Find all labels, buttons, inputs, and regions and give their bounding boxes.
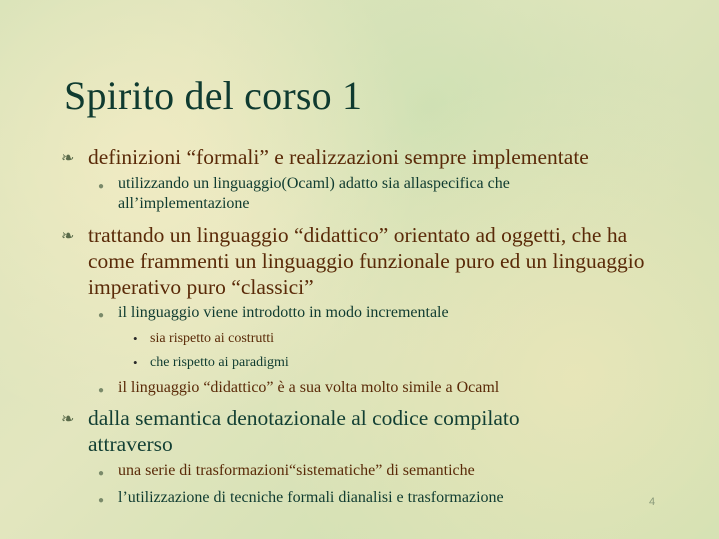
bullet-costrutti [133,330,550,348]
bullet-tecniche-formali [98,488,658,508]
bullet-text: dalla semantica denotazionale al codice compilato attraverso [88,406,520,456]
bullet-text: una serie di trasformazioni“sistematiche” di semantiche [118,462,475,479]
bullet-text: il linguaggio “didattico” è a sua volta molto simile a Ocaml [118,379,500,396]
dot-bullet-icon: ● [98,310,105,321]
bullet-definizioni [61,144,688,170]
bullet-text: sia rispetto ai costrutti [150,331,275,346]
page-number: 4 [649,496,656,508]
bullet-trattando [61,222,658,300]
small-dot-icon: • [133,355,138,370]
bullet-ocaml-simile [98,378,658,398]
small-dot-icon: • [133,331,138,346]
slide-title: Spirito del corso 1 [64,73,363,118]
dot-bullet-icon: ● [98,181,105,192]
bullet-text: l’utilizzazione di tecniche formali dianalisi e trasformazione [118,489,504,506]
bullet-utilizzando [98,174,638,214]
scroll-bullet-icon: ❧ [61,150,75,167]
scroll-bullet-icon: ❧ [61,411,75,428]
bullet-trasformazioni [98,461,658,481]
bullet-semantica [61,405,608,457]
dot-bullet-icon: ● [98,468,105,479]
dot-bullet-icon: ● [98,495,105,506]
dot-bullet-icon: ● [98,385,105,396]
bullet-incrementale [98,303,658,323]
scroll-bullet-icon: ❧ [61,228,75,245]
bullet-paradigmi [133,354,550,372]
bullet-text: definizioni “formali” e realizzazioni sempre implementate [88,145,589,169]
bullet-text: trattando un linguaggio “didattico” orientato ad oggetti, che ha come frammenti un linguaggio funzionale puro ed un linguaggio imperativo puro “classici” [88,223,645,299]
bullet-text: che rispetto ai paradigmi [150,355,289,370]
bullet-text: utilizzando un linguaggio(Ocaml) adatto sia allaspecifica che all’implementazione [118,175,510,212]
bullet-text: il linguaggio viene introdotto in modo incrementale [118,304,449,321]
